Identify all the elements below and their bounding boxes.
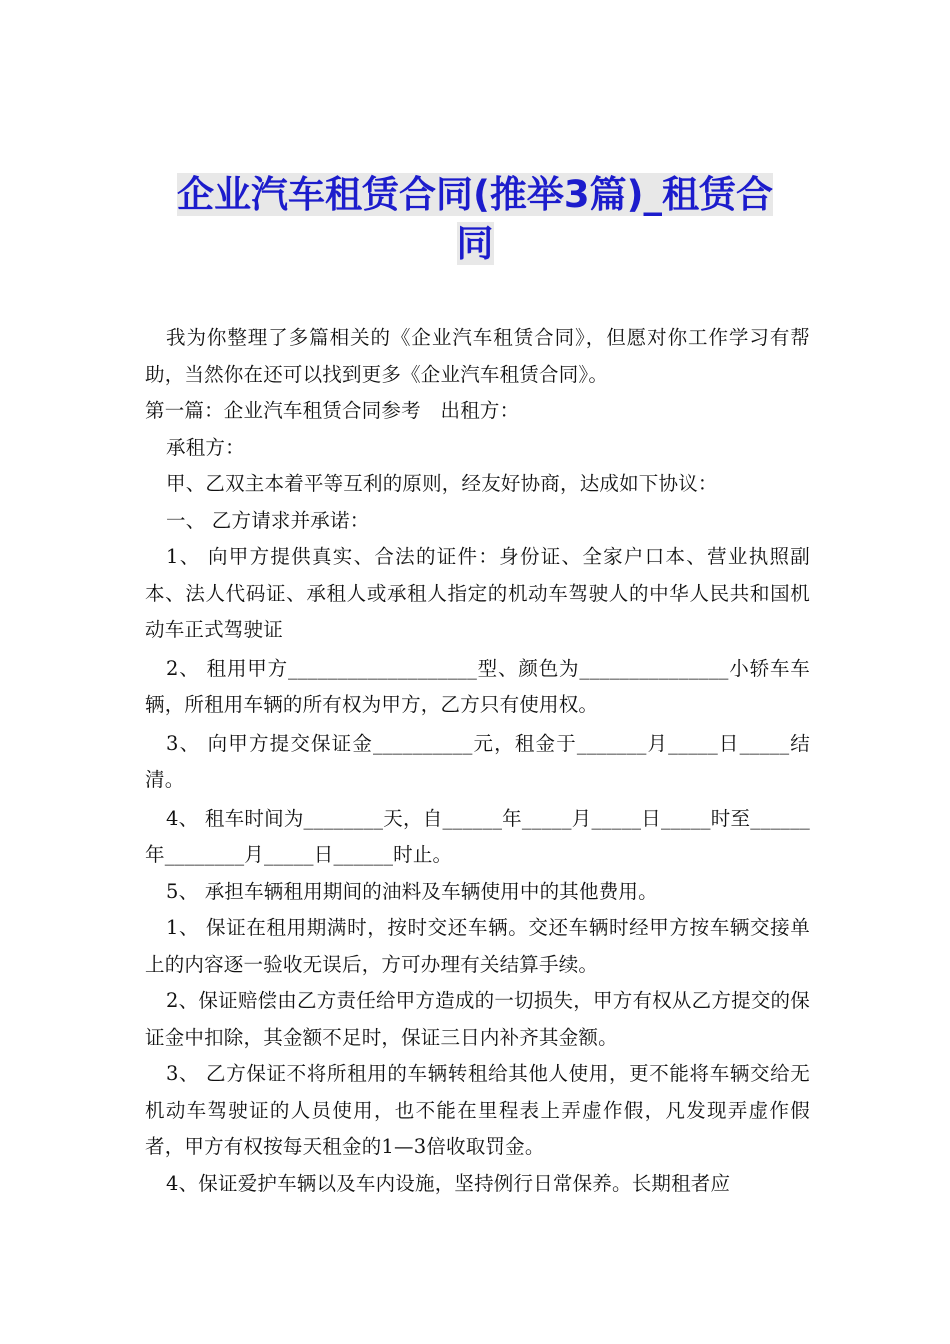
intro-paragraph: 我为你整理了多篇相关的《企业汽车租赁合同》，但愿对你工作学习有帮助，当然你在还可以找到更多《企业汽车租赁合同》。: [145, 326, 810, 386]
clause-item: 3、 向甲方提交保证金__________元，租金于_______月_____日_____结清。: [145, 731, 810, 791]
clause-item: 3、 乙方保证不将所租用的车辆转租给其他人使用，更不能将车辆交给无机动车驾驶证的人员使用，也不能在里程表上弄虚作假，凡发现弄虚作假者，甲方有权按每天租金的1—3倍收取罚金。: [145, 1062, 810, 1158]
clause-item: 4、保证爱护车辆以及车内设施，坚持例行日常保养。长期租者应: [166, 1171, 731, 1195]
title-line-2: 同: [456, 222, 494, 265]
clause-item: 2、保证赔偿由乙方责任给甲方造成的一切损失，甲方有权从乙方提交的保证金中扣除，其金额不足时，保证三日内补齐其金额。: [145, 989, 810, 1049]
lessee-line: 承租方：: [166, 435, 245, 459]
section-heading: 第一篇：企业汽车租赁合同参考 出租方：: [145, 399, 520, 422]
document-body: [145, 320, 810, 1202]
agreement-preamble: 甲、乙双主本着平等互利的原则，经友好协商，达成如下协议：: [166, 472, 718, 495]
document-title: [150, 170, 800, 268]
clause-item: 1、 保证在租用期满时，按时交还车辆。交还车辆时经甲方按车辆交接单上的内容逐一验收无误后，方可办理有关结算手续。: [145, 916, 810, 976]
title-line-1: 企业汽车租赁合同(推举3篇)_租赁合: [176, 173, 774, 216]
clause-item: 5、 承担车辆租用期间的油料及车辆使用中的其他费用。: [166, 879, 658, 903]
clause-item: 1、 向甲方提供真实、合法的证件：身份证、全家户口本、营业执照副本、法人代码证、承租人或承租人指定的机动车驾驶人的中华人民共和国机动车正式驾驶证: [145, 545, 810, 641]
clause-item: 2、 租用甲方___________________型、颜色为_______________小轿车车 辆，所租用车辆的所有权为甲方，乙方只有使用权。: [145, 656, 810, 716]
clause-heading: 一、 乙方请求并承诺：: [166, 508, 370, 532]
clause-item: 4、 租车时间为________天，自______年_____月_____日_____时至______ 年________月_____日______时止。: [145, 806, 810, 866]
